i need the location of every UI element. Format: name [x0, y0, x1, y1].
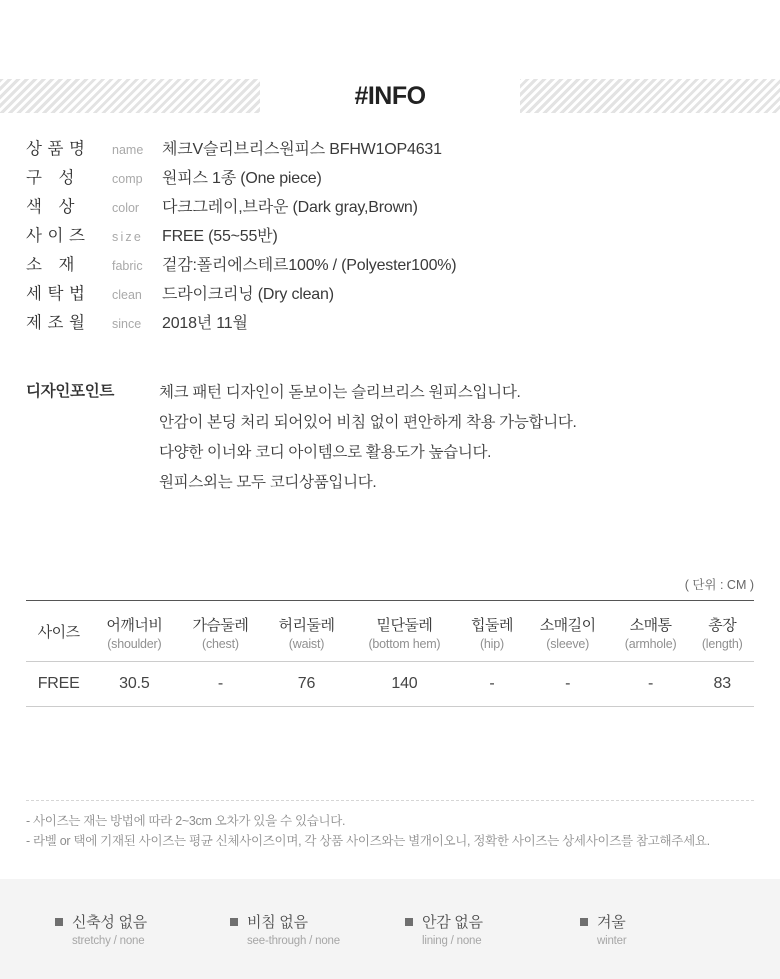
spec-label-en-since: since	[112, 317, 142, 331]
spec-label-ko-clean: 세 탁 법	[26, 285, 86, 303]
design-point-line: 안감이 본딩 처리 되어있어 비침 없이 편안하게 착용 가능합니다.	[159, 414, 577, 431]
size-table-col-bottom-hem-ko: 밑단둘레	[376, 617, 433, 634]
attribute-tag-season-en: winter	[597, 935, 627, 947]
size-table-col-armhole-en: (armhole)	[624, 637, 677, 651]
cell-waist: 76	[297, 675, 316, 692]
cell-shoulder: 30.5	[119, 675, 150, 692]
spec-row-clean	[26, 280, 754, 309]
spec-row-color	[26, 193, 754, 222]
spec-row-comp	[26, 164, 754, 193]
spec-label-ko-color: 색 상	[26, 198, 81, 216]
square-bullet-icon	[55, 918, 63, 926]
attribute-tag-lining-text	[422, 911, 483, 947]
size-table-col-size-en	[27, 642, 90, 653]
size-table-col-hip	[459, 601, 524, 662]
attribute-tag-stretchy-ko: 신축성 없음	[72, 914, 147, 931]
design-point-label: 디자인포인트	[26, 383, 115, 400]
cell-hip: -	[489, 675, 495, 692]
size-table-col-chest-en: (chest)	[202, 637, 239, 651]
square-bullet-icon	[230, 918, 238, 926]
spec-label-en-fabric: fabric	[112, 259, 143, 273]
attribute-tag-lining-ko: 안감 없음	[422, 914, 483, 931]
size-table-col-size	[26, 601, 91, 662]
design-point-line: 원피스외는 모두 코디상품입니다.	[159, 474, 377, 491]
spec-row-since	[26, 309, 754, 338]
spec-label-ko-size: 사 이 즈	[26, 227, 86, 245]
cell-size: FREE	[37, 675, 80, 692]
attribute-tag-season-ko: 겨울	[597, 914, 626, 931]
spec-row-fabric	[26, 251, 754, 280]
size-table-col-sleeve-en: (sleeve)	[546, 637, 590, 651]
attribute-tag-stretchy-text	[72, 911, 147, 947]
attribute-tag-see-through-text	[247, 911, 340, 947]
size-table-col-hip-ko: 힙둘레	[470, 617, 513, 634]
attribute-tag-season	[580, 911, 755, 947]
attribute-tag-stretchy-en: stretchy / none	[72, 935, 145, 947]
size-notes	[26, 800, 754, 851]
attribute-tag-lining	[405, 911, 580, 947]
size-table-col-shoulder-en: (shoulder)	[107, 637, 162, 651]
spec-row-name	[26, 135, 754, 164]
spec-row-size	[26, 222, 754, 251]
square-bullet-icon	[405, 918, 413, 926]
spec-label-en-color: color	[112, 201, 140, 215]
size-table-col-bottom-hem-en: (bottom hem)	[368, 637, 441, 651]
spec-label-en-size: size	[112, 230, 144, 244]
cell-armhole: -	[648, 675, 654, 692]
spec-value-fabric: 겉감:폴리에스테르100% / (Polyester100%)	[162, 257, 457, 274]
size-table-col-length-en: (length)	[701, 637, 743, 651]
spec-label-en-comp: comp	[112, 172, 143, 186]
attribute-tag-see-through-en: see-through / none	[247, 935, 340, 947]
size-table-col-hip-en: (hip)	[479, 637, 504, 651]
square-bullet-icon	[580, 918, 588, 926]
design-point-line: 다양한 이너와 코디 아이템으로 활용도가 높습니다.	[159, 444, 492, 461]
size-table-header-row	[26, 601, 754, 662]
spec-label-ko-since: 제 조 월	[26, 314, 86, 332]
page-title: #INFO	[354, 82, 426, 110]
design-point-block	[26, 378, 754, 498]
size-table-body	[26, 662, 754, 707]
spec-value-color: 다크그레이,브라운 (Dark gray,Brown)	[162, 199, 418, 216]
size-table-col-length	[690, 601, 754, 662]
spec-label-en-name: name	[112, 143, 144, 157]
attribute-tag-season-text	[597, 911, 626, 947]
size-table-col-waist-ko: 허리둘레	[278, 617, 335, 634]
size-table	[26, 600, 754, 707]
size-note-line: - 라벨 or 택에 기재된 사이즈는 평균 신체사이즈이며, 각 상품 사이즈와는 별개이오니, 정확한 사이즈는 상세사이즈를 참고해주세요.	[26, 834, 710, 848]
spec-label-ko-name: 상 품 명	[26, 140, 86, 158]
attribute-footer	[0, 879, 780, 979]
attribute-tag-see-through	[230, 911, 405, 947]
size-note-line: - 사이즈는 재는 방법에 따라 2~3cm 오차가 있을 수 있습니다.	[26, 814, 346, 828]
attribute-tag-see-through-ko: 비침 없음	[247, 914, 308, 931]
size-table-col-size-ko: 사이즈	[37, 624, 80, 641]
size-table-col-bottom-hem	[350, 601, 460, 662]
spec-value-since: 2018년 11월	[162, 315, 248, 332]
size-table-col-length-ko: 총장	[708, 617, 737, 634]
spec-label-ko-comp: 구 성	[26, 169, 81, 187]
spec-label-en-clean: clean	[112, 288, 142, 302]
cell-chest: -	[217, 675, 223, 692]
size-table-col-shoulder	[91, 601, 177, 662]
cell-sleeve: -	[565, 675, 571, 692]
cell-length: 83	[713, 675, 731, 692]
cell-bottom-hem: 140	[391, 675, 418, 692]
attribute-tag-lining-en: lining / none	[422, 935, 482, 947]
spec-value-name: 체크V슬리브리스원피스 BFHW1OP4631	[162, 141, 442, 158]
spec-value-size: FREE (55~55반)	[162, 228, 278, 245]
size-table-col-armhole-ko: 소매통	[629, 617, 672, 634]
size-table-col-waist-en: (waist)	[288, 637, 325, 651]
size-table-col-sleeve-ko: 소매길이	[539, 617, 596, 634]
size-table-head	[26, 601, 754, 662]
size-table-col-armhole	[611, 601, 691, 662]
design-point-line: 체크 패턴 디자인이 돋보이는 슬리브리스 원피스입니다.	[159, 384, 521, 401]
product-spec-list	[26, 135, 754, 338]
size-table-col-chest	[177, 601, 263, 662]
table-row	[26, 662, 754, 707]
attribute-footer-inner	[0, 911, 780, 947]
size-table-col-shoulder-ko: 어깨너비	[106, 617, 163, 634]
design-point-lines	[159, 378, 577, 498]
attribute-tag-stretchy	[55, 911, 230, 947]
spec-value-clean: 드라이크리닝 (Dry clean)	[162, 286, 334, 303]
size-table-col-chest-ko: 가슴둘레	[192, 617, 249, 634]
spec-label-ko-fabric: 소 재	[26, 256, 81, 274]
size-table-col-waist	[263, 601, 349, 662]
size-table-unit-note: ( 단위 : CM )	[684, 578, 754, 592]
size-table-col-sleeve	[525, 601, 611, 662]
spec-value-comp: 원피스 1종 (One piece)	[162, 170, 322, 187]
